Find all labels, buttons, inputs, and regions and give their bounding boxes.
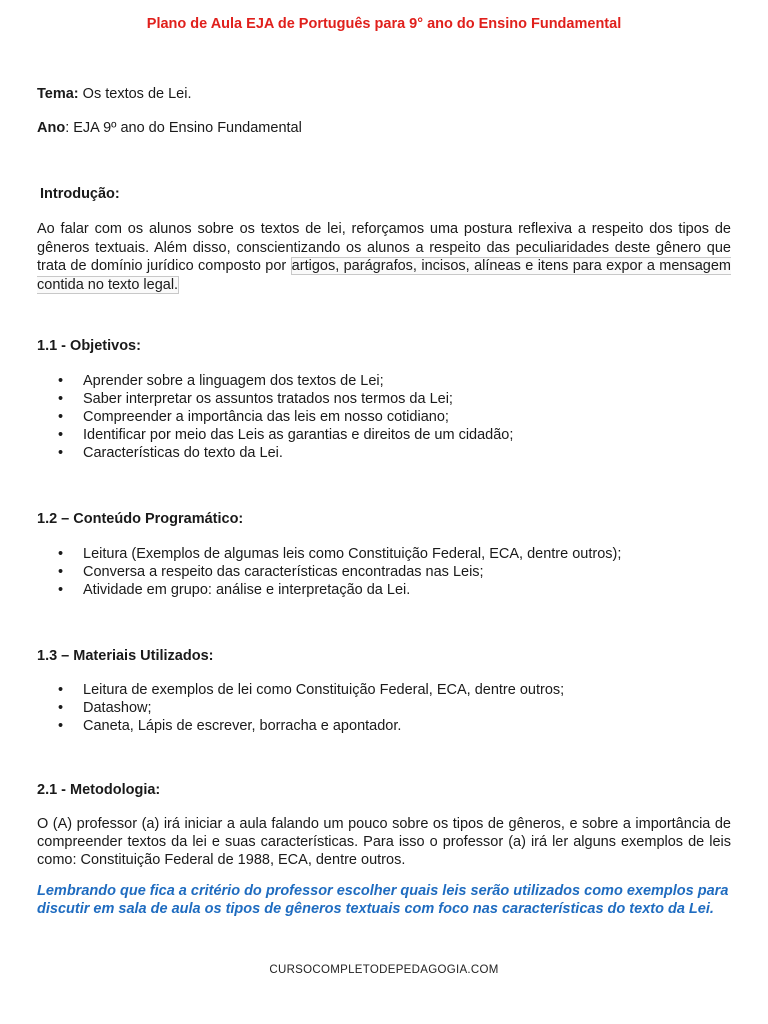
tema-value: Os textos de Lei.	[78, 86, 192, 102]
list-item: • Identificar por meio das Leis as garantias e direitos de um cidadão;	[37, 426, 513, 444]
list-item: • Saber interpretar os assuntos tratados nos termos da Lei;	[37, 390, 513, 408]
ano-value: : EJA 9º ano do Ensino Fundamental	[65, 120, 302, 136]
list-item: • Caneta, Lápis de escrever, borracha e apontador.	[37, 717, 564, 735]
introducao-paragraph	[37, 220, 731, 294]
list-item: • Conversa a respeito das características encontradas nas Leis;	[37, 563, 621, 581]
list-item: • Leitura de exemplos de lei como Constituição Federal, ECA, dentre outros;	[37, 681, 564, 699]
ano-label: Ano	[37, 120, 66, 136]
list-item: • Atividade em grupo: análise e interpretação da Lei.	[37, 581, 621, 599]
objetivos-heading: 1.1 - Objetivos:	[37, 338, 141, 354]
objetivos-list	[37, 372, 513, 462]
metodologia-paragraph: O (A) professor (a) irá iniciar a aula falando um pouco sobre os tipos de gêneros, e sobre a importância de compreender textos da lei e suas características. Para isso o professor (a) irá ler alguns exemplos de leis como: Constituição Federal de 1988, ECA, dentre outros.	[37, 816, 731, 868]
conteudo-list	[37, 545, 621, 599]
tema-line	[37, 86, 191, 102]
materiais-heading: 1.3 – Materiais Utilizados:	[37, 648, 214, 664]
metodologia-note: Lembrando que fica a critério do professor escolher quais leis serão utilizados como exemplos para discutir em sala de aula os tipos de gêneros textuais com foco nas características do texto da Lei.	[37, 883, 729, 917]
metodologia-heading: 2.1 - Metodologia:	[37, 782, 161, 798]
page-title: Plano de Aula EJA de Português para 9° ano do Ensino Fundamental	[146, 16, 622, 32]
introducao-text: Ao falar com os alunos sobre os textos de lei, reforçamos uma postura reflexiva a respeito dos tipos de gêneros textuais. Além disso, conscientizando os alunos a respeito das peculiaridades deste gênero que trata de domínio jurídico composto por	[37, 221, 731, 274]
list-item: • Aprender sobre a linguagem dos textos de Lei;	[37, 372, 513, 390]
ano-line	[37, 120, 302, 136]
introducao-heading: Introdução:	[40, 186, 120, 202]
introducao-marked-text: artigos, parágrafos, incisos, alíneas e itens para expor a mensagem contida no texto legal.	[37, 258, 732, 293]
list-item: • Características do texto da Lei.	[37, 444, 513, 462]
list-item: • Datashow;	[37, 699, 564, 717]
list-item: • Leitura (Exemplos de algumas leis como Constituição Federal, ECA, dentre outros);	[37, 545, 621, 563]
materiais-list	[37, 681, 564, 735]
conteudo-heading: 1.2 – Conteúdo Programático:	[37, 511, 244, 527]
list-item: • Compreender a importância das leis em nosso cotidiano;	[37, 408, 513, 426]
footer-site: CURSOCOMPLETODEPEDAGOGIA.COM	[269, 964, 499, 976]
tema-label: Tema:	[37, 86, 79, 102]
